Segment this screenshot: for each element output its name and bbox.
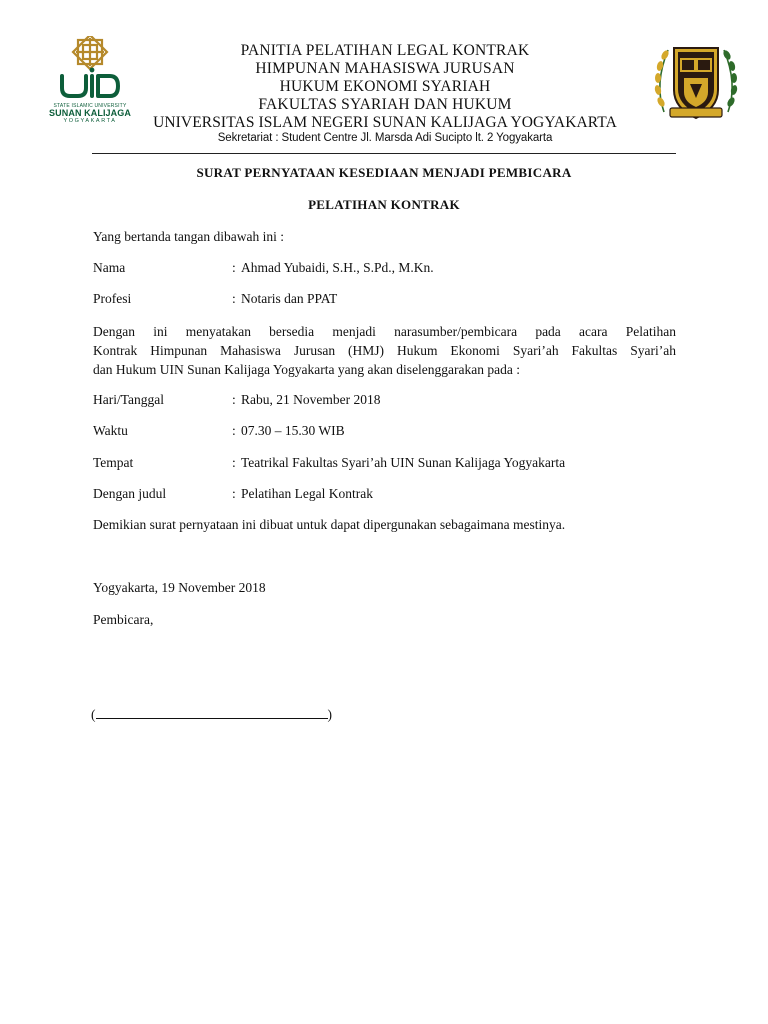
signature-close-paren: ) xyxy=(327,707,332,722)
uin-logo-caption xyxy=(48,104,132,124)
document-subtitle: PELATIHAN KONTRAK xyxy=(308,197,460,212)
statement-line3: dan Hukum UIN Sunan Kalijaga Yogyakarta yang akan diselenggarakan pada : xyxy=(93,362,521,377)
place-date: Yogyakarta, 19 November 2018 xyxy=(93,580,266,595)
profession-colon: : xyxy=(232,291,236,306)
signature-open-paren: ( xyxy=(91,707,96,722)
letterhead-divider xyxy=(92,153,676,154)
time-label: Waktu xyxy=(93,423,128,438)
time-value: 07.30 – 15.30 WIB xyxy=(241,423,345,438)
place-colon: : xyxy=(232,455,236,470)
topic-label: Dengan judul xyxy=(93,486,167,501)
logo-caption-line1: STATE ISLAMIC UNIVERSITY xyxy=(53,103,127,109)
logo-caption-line2: SUNAN KALIJAGA xyxy=(49,108,131,119)
letterhead-line3: HUKUM EKONOMI SYARIAH xyxy=(279,78,491,95)
statement-paragraph xyxy=(93,322,676,379)
signature-blank xyxy=(96,707,328,719)
date-colon: : xyxy=(232,392,236,407)
field-row-profession xyxy=(93,290,693,308)
statement-line2: Kontrak Himpunan Mahasiswa Jurusan (HMJ) Hukum Ekonomi Syari’ah Fakultas Syari’ah xyxy=(93,343,676,358)
place-label: Tempat xyxy=(93,455,134,470)
letterhead-line2: HIMPUNAN MAHASISWA JURUSAN xyxy=(255,60,515,77)
letterhead-line1: PANITIA PELATIHAN LEGAL KONTRAK xyxy=(240,42,530,59)
shield-emblem-icon xyxy=(650,38,742,126)
date-value: Rabu, 21 November 2018 xyxy=(241,392,381,407)
place-value: Teatrikal Fakultas Syari’ah UIN Sunan Kalijaga Yogyakarta xyxy=(241,455,566,470)
signer-role: Pembicara, xyxy=(93,612,154,627)
name-value: Ahmad Yubaidi, S.H., S.Pd., M.Kn. xyxy=(241,260,434,275)
intro-text: Yang bertanda tangan dibawah ini : xyxy=(93,229,284,244)
name-colon: : xyxy=(232,260,236,275)
letterhead-university: UNIVERSITAS ISLAM NEGERI SUNAN KALIJAGA YOGYAKARTA xyxy=(153,114,617,131)
letterhead-secretariat: Sekretariat : Student Centre Jl. Marsda Adi Sucipto lt. 2 Yogyakarta xyxy=(217,132,553,144)
field-row-place xyxy=(93,454,693,472)
letterhead xyxy=(130,42,640,145)
field-row-date xyxy=(93,391,693,409)
date-label: Hari/Tanggal xyxy=(93,392,165,407)
document-title: SURAT PERNYATAAN KESEDIAAN MENJADI PEMBICARA xyxy=(196,165,572,180)
signature-line xyxy=(91,706,332,724)
logo-caption-line3: YOGYAKARTA xyxy=(63,117,117,124)
faculty-emblem xyxy=(650,38,742,126)
topic-colon: : xyxy=(232,486,236,501)
field-row-name xyxy=(93,259,693,277)
uin-logo xyxy=(48,36,132,130)
name-label: Nama xyxy=(93,260,126,275)
letterhead-line4: FAKULTAS SYARIAH DAN HUKUM xyxy=(258,96,512,113)
uin-emblem-icon xyxy=(48,36,132,104)
time-colon: : xyxy=(232,423,236,438)
closing-text: Demikian surat pernyataan ini dibuat untuk dapat dipergunakan sebagaimana mestinya. xyxy=(93,517,566,532)
field-row-topic xyxy=(93,485,693,503)
field-row-time xyxy=(93,422,693,440)
topic-value: Pelatihan Legal Kontrak xyxy=(241,486,373,501)
profession-label: Profesi xyxy=(93,291,132,306)
profession-value: Notaris dan PPAT xyxy=(241,291,338,306)
statement-line1: Dengan ini menyatakan bersedia menjadi narasumber/pembicara pada acara Pelatihan xyxy=(93,324,676,339)
